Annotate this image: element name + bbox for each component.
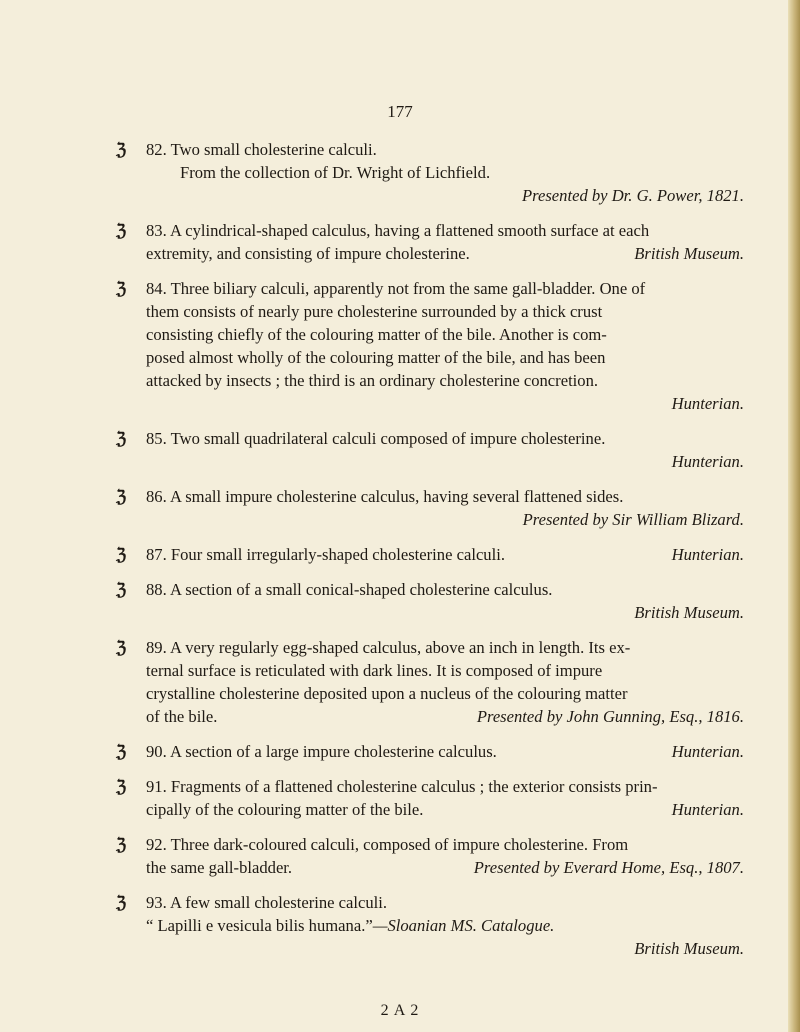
entry-text: the same gall-bladder. [146, 858, 293, 877]
entry-number: 90. [146, 742, 167, 761]
entry-source: British Museum. [634, 939, 744, 958]
entry-text: A section of a large impure cholesterine calculus. [169, 742, 497, 761]
entry-symbol: ℨ [116, 580, 127, 599]
entry-84 [116, 277, 744, 415]
entry-text: A few small cholesterine calculi. [169, 893, 388, 912]
entry-text: A section of a small conical-shaped cholesterine calculus. [169, 580, 553, 599]
entry-symbol: ℨ [116, 140, 127, 159]
entry-symbol: ℨ [116, 893, 127, 912]
entry-number: 87. [146, 545, 167, 564]
entry-symbol: ℨ [116, 429, 127, 448]
signature-mark: 2 A 2 [380, 1002, 420, 1019]
entry-text: Two small quadrilateral calculi composed of impure cholesterine. [170, 429, 606, 448]
entry-text: cipally of the colouring matter of the bile. [146, 800, 424, 819]
entry-91 [116, 775, 744, 821]
entry-90 [116, 740, 744, 763]
entry-source: British Museum. [634, 603, 744, 622]
entry-source: Hunterian. [671, 545, 744, 564]
entry-symbol: ℨ [116, 487, 127, 506]
page-number: 177 [387, 102, 413, 121]
entry-source: Presented by Sir William Blizard. [522, 510, 744, 529]
entry-number: 92. [146, 835, 167, 854]
entry-text: From the collection of Dr. Wright of Lichfield. [180, 163, 491, 182]
entry-number: 88. [146, 580, 167, 599]
entry-source: Hunterian. [671, 800, 744, 819]
entry-89 [116, 636, 744, 728]
entry-text: A small impure cholesterine calculus, having several flattened sides. [169, 487, 624, 506]
entry-text: them consists of nearly pure cholesterine surrounded by a thick crust [146, 302, 603, 321]
entry-source: Presented by Everard Home, Esq., 1807. [473, 858, 744, 877]
entry-text: of the bile. [146, 707, 218, 726]
entry-text: consisting chiefly of the colouring matter of the bile. Another is com- [146, 325, 607, 344]
entry-86 [116, 485, 744, 531]
entry-symbol: ℨ [116, 279, 127, 298]
entry-quote: “ Lapilli e vesicula bilis humana.” [146, 916, 373, 935]
entry-text: attacked by insects ; the third is an ordinary cholesterine concretion. [146, 371, 599, 390]
entry-text: Fragments of a flattened cholesterine calculus ; the exterior consists prin- [170, 777, 658, 796]
entry-number: 83. [146, 221, 167, 240]
entry-text: Two small cholesterine calculi. [170, 140, 377, 159]
entry-text: A cylindrical-shaped calculus, having a flattened smooth surface at each [169, 221, 650, 240]
entry-number: 85. [146, 429, 167, 448]
entry-92 [116, 833, 744, 879]
entry-source: Hunterian. [671, 394, 744, 413]
entry-quote-source: —Sloanian MS. Catalogue. [372, 916, 555, 935]
page-edge [788, 0, 800, 1032]
entry-88 [116, 578, 744, 624]
entry-source: Hunterian. [671, 452, 744, 471]
entry-text: A very regularly egg-shaped calculus, above an inch in length. Its ex- [169, 638, 631, 657]
entry-text: Three dark-coloured calculi, composed of impure cholesterine. From [170, 835, 629, 854]
catalogue-entries [116, 138, 744, 972]
entry-text: Four small irregularly-shaped cholesterine calculi. [170, 545, 505, 564]
entry-text: posed almost wholly of the colouring matter of the bile, and has been [146, 348, 606, 367]
entry-text: Three biliary calculi, apparently not from the same gall-bladder. One of [170, 279, 646, 298]
entry-85 [116, 427, 744, 473]
entry-93 [116, 891, 744, 960]
entry-number: 82. [146, 140, 167, 159]
entry-number: 86. [146, 487, 167, 506]
entry-source: Presented by Dr. G. Power, 1821. [522, 186, 744, 205]
entry-symbol: ℨ [116, 742, 127, 761]
entry-symbol: ℨ [116, 835, 127, 854]
entry-text: crystalline cholesterine deposited upon a nucleus of the colouring matter [146, 684, 628, 703]
entry-symbol: ℨ [116, 221, 127, 240]
entry-text: ternal surface is reticulated with dark lines. It is composed of impure [146, 661, 603, 680]
entry-number: 93. [146, 893, 167, 912]
entry-source: Hunterian. [671, 742, 744, 761]
entry-number: 89. [146, 638, 167, 657]
entry-82 [116, 138, 744, 207]
entry-symbol: ℨ [116, 777, 127, 796]
entry-text: extremity, and consisting of impure cholesterine. [146, 244, 470, 263]
entry-number: 91. [146, 777, 167, 796]
entry-87 [116, 543, 744, 566]
entry-83 [116, 219, 744, 265]
entry-source: British Museum. [634, 244, 744, 263]
entry-source: Presented by John Gunning, Esq., 1816. [476, 707, 744, 726]
entry-symbol: ℨ [116, 545, 127, 564]
entry-symbol: ℨ [116, 638, 127, 657]
entry-number: 84. [146, 279, 167, 298]
